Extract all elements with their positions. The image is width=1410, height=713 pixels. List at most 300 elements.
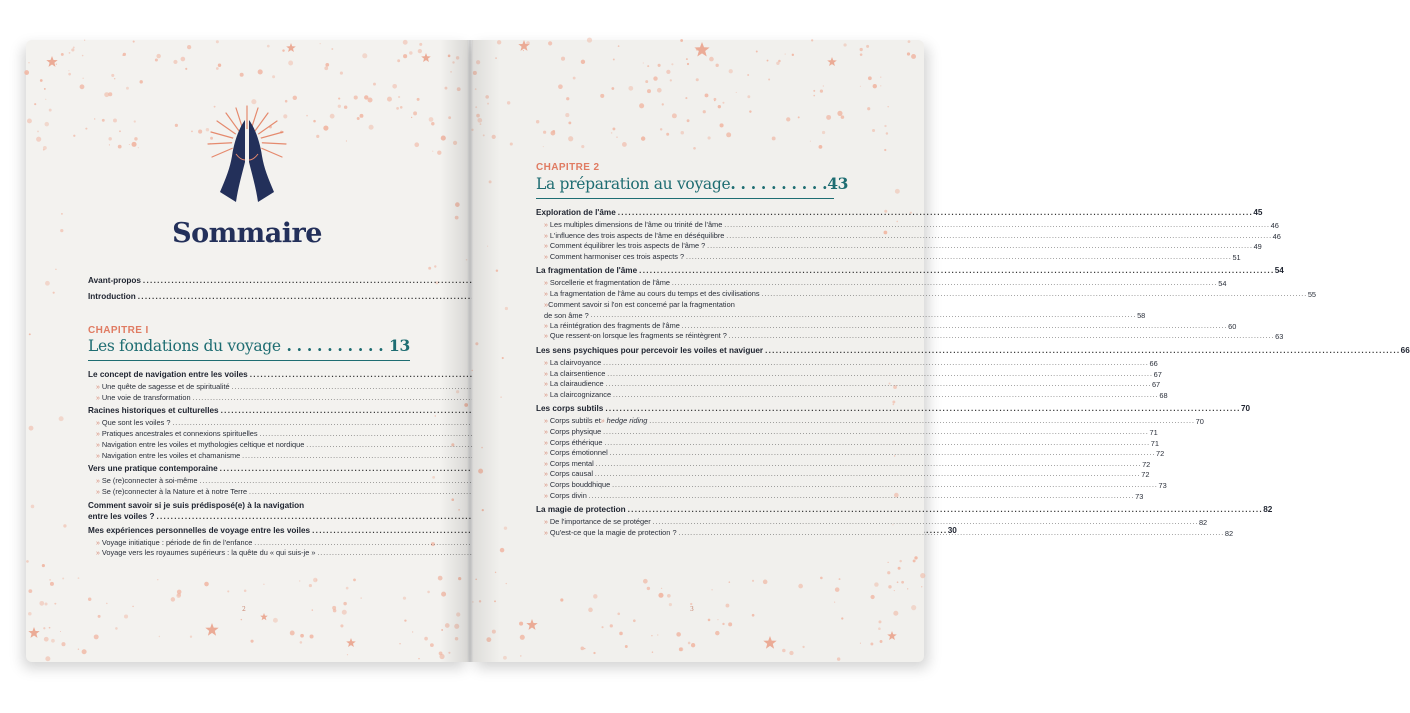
speckle: [204, 582, 209, 587]
speckle: [709, 57, 714, 62]
speckle: [526, 41, 530, 45]
toc-subsection: [96, 548, 410, 559]
speckle: [108, 92, 112, 96]
speckle: [481, 447, 483, 449]
toc-subsection: [544, 416, 1204, 427]
speckle: [593, 652, 595, 654]
star-icon: [518, 40, 529, 51]
speckle: [669, 603, 672, 606]
speckle: [456, 56, 459, 59]
speckle: [191, 131, 193, 133]
speckle: [633, 619, 636, 622]
toc-subsection-page: 70: [1195, 417, 1204, 427]
speckle: [820, 577, 823, 580]
speckle: [507, 101, 510, 104]
speckle: [487, 103, 489, 105]
speckle: [455, 202, 460, 207]
speckle: [884, 125, 886, 127]
speckle: [309, 584, 312, 587]
speckle: [600, 94, 604, 98]
speckle: [108, 137, 111, 140]
speckle: [123, 53, 126, 56]
speckle: [157, 579, 158, 580]
speckle: [216, 67, 219, 70]
dot-leader: [610, 448, 1154, 459]
chapter-title: [536, 174, 849, 193]
toc-section: [536, 346, 1410, 356]
speckle: [119, 130, 121, 132]
speckle: [45, 602, 48, 605]
speckle: [471, 129, 473, 131]
speckle: [720, 123, 724, 127]
speckle: [504, 526, 507, 529]
toc-subsection: [544, 458, 1151, 470]
speckle: [475, 88, 477, 90]
speckle: [839, 578, 841, 580]
speckle: [457, 87, 461, 91]
toc-section-page: 82: [1263, 505, 1273, 515]
toc-section-title: Racines historiques et culturelles: [88, 406, 219, 416]
speckle: [736, 92, 737, 93]
toc-subsection-page: 66: [1149, 359, 1158, 368]
speckle: [729, 581, 731, 583]
speckle: [115, 627, 118, 630]
speckle: [258, 69, 263, 74]
speckle: [45, 281, 50, 286]
toc-section-title: Vers une pratique contemporaine: [88, 464, 218, 474]
toc-subsection: [96, 538, 410, 549]
speckle: [466, 259, 467, 260]
speckle: [413, 111, 417, 115]
speckle: [134, 137, 137, 140]
speckle: [860, 53, 863, 56]
speckle: [122, 54, 123, 55]
speckle: [36, 137, 41, 142]
toc-subsection: [544, 310, 1146, 321]
speckle: [908, 40, 911, 43]
toc-subsection-title: » La clairvoyance: [544, 358, 601, 369]
speckle: [353, 579, 356, 582]
speckle: [439, 651, 443, 655]
speckle: [536, 120, 539, 123]
speckle: [392, 84, 397, 89]
speckle: [728, 622, 732, 626]
speckle: [911, 54, 916, 59]
speckle: [320, 43, 321, 44]
speckle: [693, 147, 696, 150]
speckle: [503, 656, 507, 660]
speckle: [884, 149, 886, 151]
speckle: [429, 117, 434, 122]
speckle: [485, 95, 489, 99]
speckle: [111, 74, 114, 77]
toc-section: [88, 512, 410, 522]
toc-section-title: Les corps subtils: [536, 404, 604, 414]
speckle: [310, 634, 314, 638]
speckle: [705, 93, 709, 97]
speckle: [820, 90, 823, 93]
speckle: [822, 131, 825, 134]
speckle: [102, 119, 105, 122]
speckle: [241, 619, 242, 620]
speckle: [71, 48, 74, 51]
star-icon: [286, 43, 296, 52]
toc-subsection-title: » Pratiques ancestrales et connexions spirituelles: [96, 429, 258, 440]
speckle: [293, 96, 297, 100]
toc-subsection-line: » Comment savoir si l'on est concerné par la fragmentation: [544, 299, 735, 309]
speckle: [880, 85, 881, 86]
toc-section-page: 54: [1274, 266, 1284, 276]
speckle: [622, 142, 627, 147]
speckle: [450, 71, 451, 72]
speckle: [587, 38, 592, 43]
toc-subsection-title: » Sorcellerie et fragmentation de l'âme: [544, 278, 670, 289]
speckle: [263, 584, 264, 585]
toc-subsection-title: » La fragmentation de l'âme au cours du temps et des civilisations: [544, 289, 760, 300]
speckle: [681, 131, 684, 134]
star-icon: [827, 57, 837, 66]
toc-section: [88, 406, 410, 416]
speckle: [68, 70, 69, 71]
speckle: [618, 45, 620, 47]
speckle: [482, 509, 484, 511]
speckle: [888, 562, 889, 563]
speckle: [300, 641, 303, 644]
speckle: [126, 87, 129, 90]
speckle: [880, 640, 883, 643]
speckle: [338, 105, 341, 108]
speckle: [843, 43, 846, 46]
speckle: [373, 83, 376, 86]
speckle: [216, 40, 219, 43]
speckle: [347, 654, 348, 655]
speckle: [703, 110, 706, 113]
speckle: [55, 269, 56, 270]
speckle: [871, 595, 875, 599]
toc-section-title: Exploration de l'âme: [536, 208, 616, 217]
speckle: [61, 53, 64, 56]
speckle: [560, 598, 563, 601]
dot-leader: [607, 369, 1151, 380]
speckle: [913, 559, 916, 562]
speckle: [483, 134, 485, 136]
speckle: [873, 84, 877, 88]
speckle: [489, 180, 492, 183]
speckle: [412, 631, 413, 632]
speckle: [866, 45, 869, 48]
speckle: [43, 146, 47, 150]
speckle: [502, 357, 504, 359]
speckle: [419, 43, 422, 46]
bullet-icon: »: [544, 299, 549, 309]
toc-subsection: [96, 487, 410, 498]
speckle: [73, 135, 75, 137]
toc-subsection: [544, 469, 1150, 480]
speckle: [88, 597, 91, 600]
speckle: [282, 49, 284, 51]
speckle: [73, 47, 75, 49]
speckle: [860, 643, 861, 644]
speckle: [767, 60, 769, 62]
dot-leader: [595, 469, 1139, 480]
speckle: [476, 114, 480, 118]
speckle: [897, 581, 899, 583]
speckle: [708, 619, 711, 622]
speckle: [68, 73, 71, 76]
speckle: [171, 597, 175, 601]
toc-subsection-title: » Comment harmoniser ces trois aspects ?: [544, 252, 684, 263]
speckle: [798, 584, 803, 589]
speckle: [403, 40, 408, 45]
speckle: [772, 137, 776, 141]
speckle: [867, 107, 870, 110]
speckle: [132, 142, 137, 147]
speckle: [403, 54, 407, 58]
dot-leader: [605, 404, 1239, 414]
speckle: [475, 342, 478, 345]
speckle: [409, 51, 412, 54]
speckle: [837, 657, 840, 660]
speckle: [588, 608, 593, 613]
speckle: [50, 582, 54, 586]
speckle: [85, 128, 87, 130]
speckle: [411, 117, 412, 118]
speckle: [458, 509, 460, 511]
speckle: [593, 594, 597, 598]
speckle: [430, 643, 434, 647]
toc-section: [88, 370, 410, 380]
folio: 2: [242, 606, 246, 613]
toc-section-page: 30: [947, 525, 957, 535]
toc-subsection: [96, 418, 410, 429]
speckle: [78, 649, 79, 650]
speckle: [558, 84, 563, 89]
star-icon: [46, 56, 57, 67]
toc-section-page: 70: [1240, 404, 1251, 414]
toc-subsection-title: » La clairaudience: [544, 379, 604, 390]
toc-subsection-page: 82: [1198, 518, 1208, 528]
toc-subsection: [96, 429, 410, 440]
toc-subsection: [544, 331, 1284, 342]
speckle: [273, 618, 278, 623]
speckle: [658, 593, 663, 598]
speckle: [813, 95, 815, 97]
speckle: [452, 61, 454, 63]
speckle: [313, 120, 316, 123]
speckle: [343, 602, 346, 605]
speckle: [652, 651, 653, 652]
speckle: [813, 90, 815, 92]
speckle: [417, 98, 420, 101]
speckle: [878, 620, 881, 623]
speckle: [520, 655, 522, 657]
speckle: [662, 103, 664, 105]
speckle: [671, 63, 673, 65]
toc-subsection-title: » Une quête de sagesse et de spiritualité: [96, 382, 230, 393]
speckle: [601, 626, 603, 628]
toc-entry: [88, 292, 410, 302]
speckle: [427, 591, 430, 594]
speckle: [581, 647, 585, 651]
speckle: [496, 269, 498, 271]
speckle: [500, 548, 505, 553]
toc-subsection-page: 51: [1232, 252, 1241, 262]
chapter-page: 43: [827, 174, 849, 193]
toc-subsection: [544, 230, 1281, 242]
speckle: [899, 560, 901, 562]
dot-leader: [653, 517, 1197, 528]
speckle: [888, 585, 891, 588]
speckle: [676, 632, 681, 637]
speckle: [841, 617, 843, 619]
speckle: [716, 64, 719, 67]
toc-subsection-page: 58: [1137, 311, 1146, 321]
toc-subsection: [544, 379, 1161, 390]
speckle: [726, 132, 731, 137]
speckle: [400, 106, 403, 109]
speckle: [612, 127, 615, 130]
chapter-divider: [88, 360, 410, 361]
speckle: [26, 72, 28, 74]
speckle: [500, 397, 501, 398]
toc-subsection-page: 46: [1270, 221, 1279, 230]
speckle: [543, 131, 546, 134]
speckle: [639, 103, 644, 108]
toc-subsection: [96, 382, 410, 393]
speckle: [78, 577, 80, 579]
toc-subsection-title: » Corps subtils et: [544, 416, 601, 427]
speckle: [714, 100, 715, 101]
toc-subsection: [544, 368, 1162, 380]
speckle: [300, 634, 304, 638]
speckle: [860, 48, 863, 51]
speckle: [187, 45, 191, 49]
speckle: [752, 614, 755, 617]
toc-entry: [88, 276, 410, 286]
toc-subsection-title: » Se (re)connecter à soi-même: [96, 476, 198, 487]
toc-section-page: 45: [1253, 208, 1263, 217]
speckle: [792, 54, 794, 56]
toc-section: [536, 208, 1263, 218]
toc-subsection-page: 72: [1156, 449, 1165, 459]
speckle: [418, 49, 422, 53]
speckle: [789, 651, 793, 655]
toc-subsection-page: 55: [1307, 290, 1317, 299]
speckle: [82, 649, 87, 654]
speckle: [155, 58, 158, 61]
dot-leader: [613, 390, 1157, 401]
toc-subsection: [96, 476, 410, 487]
speckle: [340, 72, 343, 75]
dot-leader: [618, 208, 1252, 218]
toc-subsection: [544, 517, 1208, 528]
toc-subsection-title: » La réintégration des fragments de l'âme: [544, 321, 680, 332]
speckle: [478, 469, 483, 474]
speckle: [657, 634, 658, 635]
speckle: [61, 642, 65, 646]
speckle: [424, 637, 428, 641]
chapter-title: [88, 336, 410, 355]
speckle: [887, 571, 890, 574]
toc-subsection-title: » Navigation entre les voiles et mythologies celtique et nordique: [96, 440, 304, 451]
speckle: [324, 66, 328, 70]
speckle: [49, 109, 52, 112]
speckle: [432, 151, 433, 152]
speckle: [568, 136, 573, 141]
speckle: [653, 76, 657, 80]
speckle: [34, 103, 36, 105]
speckle: [895, 189, 900, 194]
speckle: [364, 95, 368, 99]
speckle: [672, 113, 677, 118]
speckle: [362, 53, 367, 58]
toc-subsection: [544, 490, 1144, 502]
dot-leader: [726, 231, 1270, 242]
speckle: [368, 97, 373, 102]
dot-leader: [628, 505, 1262, 515]
toc-subsection-page: 73: [1158, 481, 1167, 490]
speckle: [874, 582, 878, 586]
speckle: [53, 292, 55, 294]
speckle: [404, 619, 406, 621]
speckle: [568, 121, 571, 124]
speckle: [666, 133, 669, 136]
folio: 3: [690, 606, 694, 613]
toc-section: [88, 464, 410, 474]
speckle: [717, 619, 718, 620]
speckle: [106, 603, 108, 605]
speckle: [494, 600, 496, 602]
speckle: [658, 64, 661, 67]
speckle: [132, 606, 134, 608]
speckle: [129, 144, 130, 145]
speckle: [63, 524, 66, 527]
speckle: [505, 307, 508, 310]
toc-section-title: entre les voiles ?: [88, 511, 155, 521]
speckle: [747, 74, 749, 76]
speckle: [42, 564, 45, 567]
speckle: [346, 140, 347, 141]
speckle: [680, 39, 683, 42]
speckle: [250, 640, 253, 643]
toc-section: [536, 266, 1284, 276]
speckle: [396, 107, 399, 110]
speckle: [477, 118, 482, 123]
speckle: [643, 62, 644, 63]
toc-subsection: [544, 389, 1168, 401]
speckle: [911, 605, 916, 610]
speckle: [679, 647, 683, 651]
speckle: [651, 635, 653, 637]
speckle: [325, 63, 329, 67]
speckle: [453, 141, 457, 145]
speckle: [387, 97, 392, 102]
speckle: [441, 629, 443, 631]
speckle: [313, 578, 318, 583]
speckle: [552, 130, 555, 133]
speckle: [898, 567, 901, 570]
speckle: [548, 41, 552, 45]
speckle: [84, 40, 85, 41]
speckle: [573, 77, 576, 80]
speckle: [306, 115, 308, 117]
toc-section: [536, 404, 1251, 414]
speckle: [647, 587, 650, 590]
speckle: [520, 635, 525, 640]
speckle: [104, 92, 109, 97]
speckle: [448, 116, 451, 119]
speckle: [711, 589, 712, 590]
